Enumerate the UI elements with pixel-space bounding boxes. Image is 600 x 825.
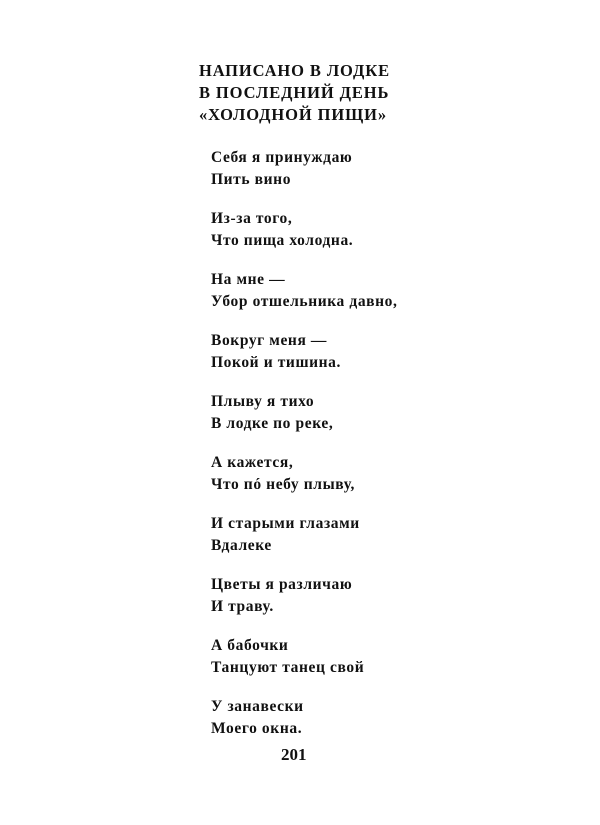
stanza <box>211 513 398 574</box>
verse-line: Танцуют танец свой <box>211 659 365 676</box>
verse-line: И старыми глазами <box>211 515 360 532</box>
page-number: 201 <box>281 745 307 764</box>
verse-line: Цветы я различаю <box>211 576 353 593</box>
verse-line: Моего окна. <box>211 720 303 737</box>
verse-line: Из-за того, <box>211 210 293 227</box>
poem-body <box>211 147 398 757</box>
verse-line: Пить вино <box>211 171 292 188</box>
title-line: В ПОСЛЕДНИЙ ДЕНЬ <box>199 83 390 102</box>
verse-line: Себя я принуждаю <box>211 149 353 166</box>
title-line: НАПИСАНО В ЛОДКЕ <box>199 61 390 80</box>
verse-line: А кажется, <box>211 454 294 471</box>
verse-line: Что пища холодна. <box>211 232 354 249</box>
title-line: «ХОЛОДНОЙ ПИЩИ» <box>199 105 387 124</box>
verse-line: Что пó небу плыву, <box>211 476 356 493</box>
verse-line: На мне — <box>211 271 286 288</box>
verse-line: Плыву я тихо <box>211 393 315 410</box>
verse-line: Покой и тишина. <box>211 354 342 371</box>
stanza <box>211 574 398 635</box>
poem-title <box>199 60 390 126</box>
verse-line: Вокруг меня — <box>211 332 328 349</box>
stanza <box>211 147 398 208</box>
verse-line: В лодке по реке, <box>211 415 334 432</box>
stanza <box>211 269 398 330</box>
stanza <box>211 635 398 696</box>
verse-line: А бабочки <box>211 637 289 654</box>
stanza <box>211 208 398 269</box>
stanza <box>211 391 398 452</box>
verse-line: Убор отшельника давно, <box>211 293 398 310</box>
stanza <box>211 330 398 391</box>
verse-line: У занавески <box>211 698 304 715</box>
verse-line: И траву. <box>211 598 274 615</box>
stanza <box>211 452 398 513</box>
verse-line: Вдалеке <box>211 537 272 554</box>
